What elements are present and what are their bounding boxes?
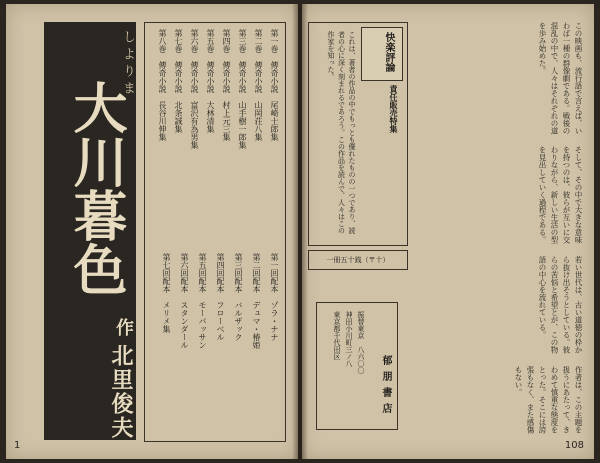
- page-number: 1: [14, 440, 21, 451]
- publisher-box: [316, 302, 398, 430]
- ad-column: 第八巻 傳奇小説 長谷川伸集: [158, 29, 167, 141]
- publisher-phone: 振替東京 八六〇〇: [357, 311, 365, 374]
- author-prefix: 作: [113, 318, 134, 336]
- ad-column-lower: 第二回配本 デュマ・椿姫: [252, 253, 261, 349]
- ad-column: 第三巻 傳奇小説 山手樹一郎集: [238, 29, 247, 149]
- ad-column-lower: 第七回配本 メリメ集: [162, 253, 171, 333]
- title-ruby: しよりま: [120, 30, 135, 98]
- ad-column-lower: 第四回配本 フローベル: [216, 253, 225, 341]
- price-tag: 一冊五十銭（〒十）: [308, 250, 408, 270]
- author-box: [96, 314, 136, 440]
- page-number: 108: [564, 440, 584, 451]
- ad-column: 第二巻 傳奇小説 山岡荘八集: [254, 29, 263, 141]
- body-text-block: 若い世代は、古い道徳の枠から抜け出そうとしている。彼らの苦悩と希望とが、この物語の中心を流れている。: [538, 256, 583, 354]
- ad-column-lower: 第六回配本 スタンダール: [180, 253, 189, 349]
- book-gutter: [292, 4, 308, 459]
- review-title: [381, 32, 396, 72]
- review-text: これは、著者の作品の中でもっとも優れたものの一つであり、読者の心に深く刻まれるであろう。この作品を読んで、人々はこの作家を知った。: [327, 31, 356, 234]
- ad-column: 第四巻 傳奇小説 村上元三集: [222, 29, 231, 141]
- ad-column: 第五巻 傳奇小説 大林清集: [206, 29, 215, 133]
- left-page: [6, 4, 298, 459]
- ad-column: 第一巻 傳奇小説 尾崎士郎集: [270, 29, 279, 141]
- title-block: [44, 22, 136, 440]
- review-title-line: 快楽: [383, 32, 394, 52]
- ad-column-lower: 第三回配本 バルザック: [234, 253, 243, 341]
- ad-column: 第七巻 傳奇小説 北条誠集: [174, 29, 183, 133]
- advertisement-box: [144, 22, 286, 442]
- body-text-block: この映画も、流行語で言えば、いわば一種の群像劇である。戦後の混乱の中で、人々はそれぞれの道を歩み始めた。: [538, 22, 583, 135]
- book-spread: [6, 4, 594, 459]
- body-text-block: そして、その中で大きな意味を持つのは、彼らが互いに交わりながら、新しい生活の型を見出していく過程である。: [538, 146, 583, 244]
- story-title: 大川暮色: [65, 80, 128, 296]
- review-box: [308, 22, 408, 246]
- ad-column: 第六巻 傳奇小説 富沢有為男集: [190, 29, 199, 149]
- review-header: [361, 27, 403, 81]
- body-text-block: 作者は、この主題を扱うにあたって、きわめて慎重な態度をとった。そこには誇張もなく、また感傷もない。: [514, 366, 583, 434]
- publisher-name: 郁朋書店: [380, 355, 391, 419]
- ad-column-lower: 第五回配本 モーパッサン: [198, 253, 207, 349]
- publisher-address: 東京都千代田区: [333, 311, 341, 360]
- ad-column-lower: 第一回配本 ゾラ・ナナ: [270, 253, 279, 341]
- review-subtitle: 責任販売特集: [389, 85, 399, 133]
- review-title-line: 評論: [383, 52, 394, 72]
- author-name: 北里俊夫: [108, 344, 134, 440]
- publisher-address: 神田小川町三ノ八: [345, 311, 353, 367]
- right-page: [302, 4, 594, 459]
